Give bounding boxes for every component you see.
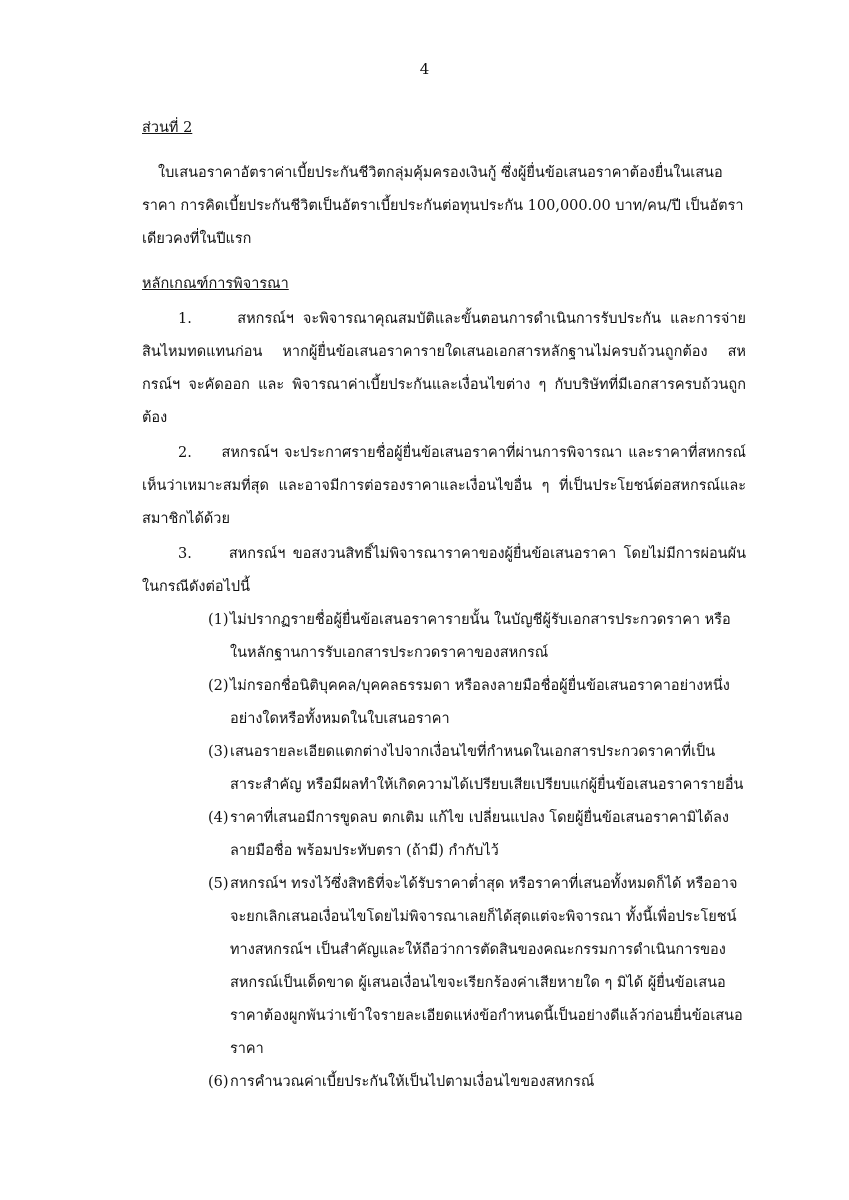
exclusion-item-6 bbox=[142, 1066, 746, 1099]
criteria-item-text: สหกรณ์ฯ จะประกาศรายชื่อผู้ยื่นข้อเสนอราคาที่ผ่านการพิจารณา และราคาที่สหกรณ์ เห็นว่าเหมาะสมที่สุด และอาจมีการต่อรองราคาและเงื่อนไขอื่น ๆ ที่เป็นประโยชน์ต่อสหกรณ์และสมาชิกได้ด้วย bbox=[142, 445, 746, 527]
exclusion-item-text: สหกรณ์ฯ ทรงไว้ซึ่งสิทธิที่จะได้รับราคาต่ำสุด หรือราคาที่เสนอทั้งหมดก็ได้ หรืออาจจะยกเลิกเสนอเงื่อนไขโดยไม่พิจารณาเลยก็ได้สุดแต่จะพิจารณา ทั้งนี้เพื่อประโยชน์ทางสหกรณ์ฯ เป็นสำคัญและให้ถือว่าการตัดสินของคณะกรรมการดำเนินการของสหกรณ์เป็นเด็ดขาด ผู้เสนอเงื่อนไขจะเรียกร้องค่าเสียหายใด ๆ มิได้ ผู้ยื่นข้อเสนอราคาต้องผูกพันว่าเข้าใจรายละเอียดแห่งข้อกำหนดนี้เป็นอย่างดีแล้วก่อนยื่นข้อเสนอราคา bbox=[230, 876, 743, 1057]
page-number: 4 bbox=[419, 60, 430, 78]
exclusion-item-label: (2) bbox=[208, 678, 229, 694]
criteria-heading bbox=[142, 268, 746, 301]
section-heading-text: ส่วนที่ 2 bbox=[142, 120, 193, 136]
exclusion-item-label: (3) bbox=[208, 744, 229, 760]
criteria-heading-text: หลักเกณฑ์การพิจารณา bbox=[142, 276, 289, 292]
exclusion-item-5 bbox=[142, 868, 746, 1066]
criteria-item-number: 1. bbox=[178, 311, 192, 327]
exclusion-item-text: การคำนวณค่าเบี้ยประกันให้เป็นไปตามเงื่อนไขของสหกรณ์ bbox=[230, 1074, 595, 1090]
exclusion-item-4 bbox=[142, 802, 746, 868]
criteria-item-text: สหกรณ์ฯ ขอสงวนสิทธิ์ไม่พิจารณาราคาของผู้ยื่นข้อเสนอราคา โดยไม่มีการผ่อนผัน ในกรณีดังต่อไปนี้ bbox=[142, 546, 747, 595]
exclusion-item-label: (4) bbox=[208, 810, 229, 826]
exclusion-item-text: เสนอรายละเอียดแตกต่างไปจากเงื่อนไขที่กำหนดในเอกสารประกวดราคาที่เป็นสาระสำคัญ หรือมีผลทำให้เกิดความได้เปรียบเสียเปรียบแก่ผู้ยื่นข้อเสนอราคารายอื่น bbox=[230, 744, 744, 793]
exclusion-item-3 bbox=[142, 736, 746, 802]
exclusion-item-label: (6) bbox=[208, 1074, 229, 1090]
criteria-item-text: สหกรณ์ฯ จะพิจารณาคุณสมบัติและขั้นตอนการดำเนินการรับประกัน และการจ่ายสินไหมทดแทนก่อน หากผู้ยื่นข้อเสนอราคารายใดเสนอเอกสารหลักฐานไม่ครบถ้วนถูกต้อง สหกรณ์ฯ จะคัดออก และ พิจารณาค่าเบี้ยประกันและเงื่อนไขต่าง ๆ กับบริษัทที่มีเอกสารครบถ้วนถูกต้อง bbox=[142, 311, 747, 426]
section-heading bbox=[142, 112, 746, 145]
criteria-item-2 bbox=[142, 437, 746, 536]
document-body bbox=[142, 112, 746, 1099]
exclusion-item-text: ไม่ปรากฏรายชื่อผู้ยื่นข้อเสนอราคารายนั้น ในบัญชีผู้รับเอกสารประกวดราคา หรือในหลักฐานการรับเอกสารประกวดราคาของสหกรณ์ bbox=[230, 612, 731, 661]
criteria-item-number: 2. bbox=[178, 445, 192, 461]
exclusion-item-label: (5) bbox=[208, 876, 229, 892]
criteria-item-number: 3. bbox=[178, 546, 192, 562]
intro-paragraph: ใบเสนอราคาอัตราค่าเบี้ยประกันชีวิตกลุ่มคุ้มครองเงินกู้ ซึ่งผู้ยื่นข้อเสนอราคาต้องยื่นในเสนอราคา การคิดเบี้ยประกันชีวิตเป็นอัตราเบี้ยประกันต่อทุนประกัน 100,000.00 บาท/คน/ปี เป็นอัตราเดียวคงที่ในปีแรก bbox=[142, 165, 744, 247]
exclusion-item-label: (1) bbox=[208, 612, 229, 628]
exclusion-item-1 bbox=[142, 604, 746, 670]
exclusion-item-text: ไม่กรอกชื่อนิติบุคคล/บุคคลธรรมดา หรือลงลายมือชื่อผู้ยื่นข้อเสนอราคาอย่างหนึ่งอย่างใดหรือทั้งหมดในใบเสนอราคา bbox=[230, 678, 730, 727]
exclusion-item-2 bbox=[142, 670, 746, 736]
criteria-item-1 bbox=[142, 303, 746, 435]
exclusion-list bbox=[142, 604, 746, 1099]
criteria-item-3 bbox=[142, 538, 746, 604]
exclusion-item-text: ราคาที่เสนอมีการขูดลบ ตกเติม แก้ไข เปลี่ยนแปลง โดยผู้ยื่นข้อเสนอราคามิได้ลงลายมือชื่อ พร้อมประทับตรา (ถ้ามี) กำกับไว้ bbox=[230, 810, 729, 859]
